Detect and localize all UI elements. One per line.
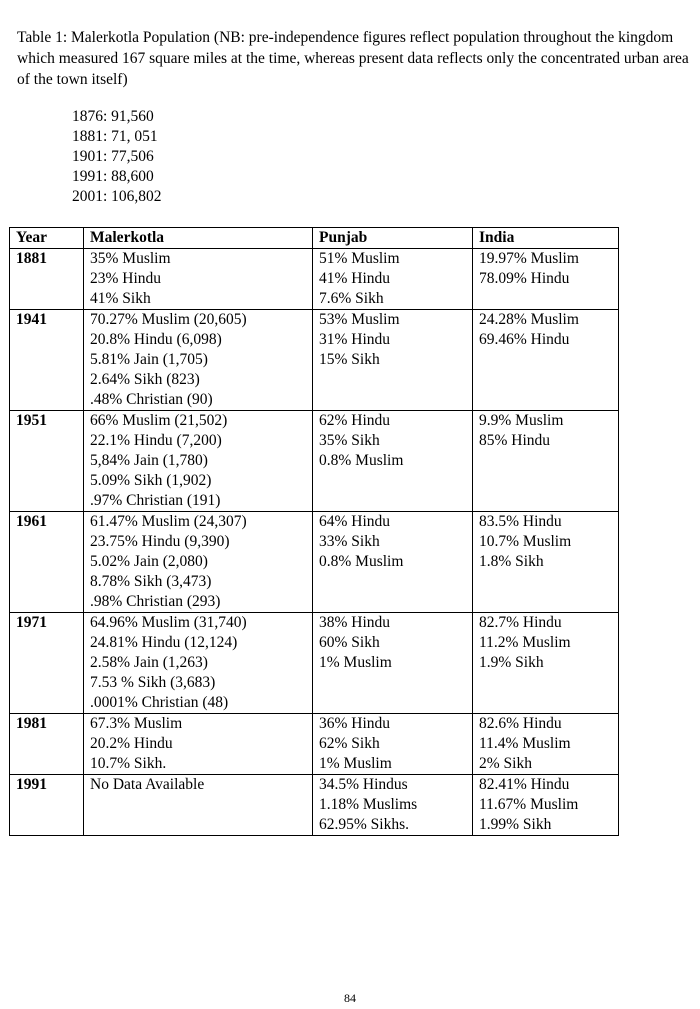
cell-line: .97% Christian (191) [90,492,221,509]
cell-line: 11.67% Muslim [479,796,579,813]
header-malerkotla: Malerkotla [84,228,313,249]
table-row [10,613,619,714]
cell-line: 83.5% Hindu [479,513,562,530]
cell-line: 1% Muslim [319,755,392,772]
cell-year: 1961 [10,512,84,613]
cell-line: 35% Sikh [319,432,380,449]
cell-india [473,613,619,714]
cell-line: 5.81% Jain (1,705) [90,351,208,368]
cell-line: 41% Sikh [90,290,151,307]
cell-line: 85% Hindu [479,432,551,449]
cell-line: 82.41% Hindu [479,776,570,793]
cell-line: 23% Hindu [90,270,162,287]
cell-line: 64% Hindu [319,513,391,530]
cell-line: 78.09% Hindu [479,270,570,287]
cell-line: 61.47% Muslim (24,307) [90,513,247,530]
page-number: 84 [344,991,356,1005]
table-body [10,249,619,836]
cell-line: 24.81% Hindu (12,124) [90,634,238,651]
header-year: Year [10,228,84,249]
cell-line: 60% Sikh [319,634,380,651]
cell-line: 66% Muslim (21,502) [90,412,228,429]
population-list-item: 1876: 91,560 [72,108,154,125]
cell-india [473,310,619,411]
table-row [10,512,619,613]
cell-line: 7.53 % Sikh (3,683) [90,674,216,691]
cell-line: 34.5% Hindus [319,776,408,793]
cell-year: 1881 [10,249,84,310]
cell-india [473,714,619,775]
cell-malerkotla [84,512,313,613]
cell-line: .48% Christian (90) [90,391,213,408]
cell-line: 62% Hindu [319,412,391,429]
table-header-row [10,228,619,249]
cell-line: 35% Muslim [90,250,171,267]
cell-punjab [313,512,473,613]
cell-punjab [313,613,473,714]
cell-malerkotla [84,714,313,775]
table-caption: Table 1: Malerkotla Population (NB: pre-independence figures reflect population throughout the kingdom which measured 167 square miles at the time, whereas present data reflects only the concentrated urban area of the town itself) [17,29,689,88]
religion-census-table [9,227,619,836]
table-row [10,310,619,411]
cell-line: 5.09% Sikh (1,902) [90,472,212,489]
cell-malerkotla [84,249,313,310]
cell-line: 19.97% Muslim [479,250,579,267]
cell-line: 2% Sikh [479,755,532,772]
cell-india [473,249,619,310]
cell-line: 51% Muslim [319,250,400,267]
cell-line: 0.8% Muslim [319,452,404,469]
header-india: India [473,228,619,249]
cell-line: 33% Sikh [319,533,380,550]
population-list-item: 1901: 77,506 [72,148,154,165]
cell-line: 2.64% Sikh (823) [90,371,200,388]
cell-line: 5.02% Jain (2,080) [90,553,208,570]
cell-line: 31% Hindu [319,331,391,348]
cell-line: 1.9% Sikh [479,654,544,671]
population-list [72,107,162,207]
cell-line: 62.95% Sikhs. [319,816,409,833]
table-row [10,714,619,775]
cell-line: 67.3% Muslim [90,715,183,732]
cell-line: 62% Sikh [319,735,380,752]
cell-line: 5,84% Jain (1,780) [90,452,208,469]
cell-line: 23.75% Hindu (9,390) [90,533,230,550]
cell-punjab [313,411,473,512]
table-row [10,775,619,836]
cell-line: 82.6% Hindu [479,715,562,732]
cell-line: 1.18% Muslims [319,796,418,813]
cell-line: 41% Hindu [319,270,391,287]
cell-line: 64.96% Muslim (31,740) [90,614,247,631]
cell-line: 38% Hindu [319,614,391,631]
cell-line: 15% Sikh [319,351,380,368]
cell-line: 10.7% Muslim [479,533,572,550]
cell-line: 0.8% Muslim [319,553,404,570]
cell-malerkotla [84,310,313,411]
cell-malerkotla [84,613,313,714]
cell-line: 9.9% Muslim [479,412,564,429]
cell-line: 82.7% Hindu [479,614,562,631]
table-row [10,249,619,310]
cell-line: 22.1% Hindu (7,200) [90,432,222,449]
cell-malerkotla [84,775,313,836]
cell-line: 8.78% Sikh (3,473) [90,573,212,590]
cell-line: 70.27% Muslim (20,605) [90,311,247,328]
header-punjab: Punjab [313,228,473,249]
cell-line: 20.2% Hindu [90,735,173,752]
cell-malerkotla [84,411,313,512]
cell-punjab [313,249,473,310]
cell-line: 1.8% Sikh [479,553,544,570]
cell-punjab [313,714,473,775]
population-list-item: 1991: 88,600 [72,168,154,185]
cell-line: 11.4% Muslim [479,735,571,752]
cell-line: 69.46% Hindu [479,331,570,348]
cell-line: 7.6% Sikh [319,290,384,307]
table-row [10,411,619,512]
cell-line: .98% Christian (293) [90,593,221,610]
cell-line: 2.58% Jain (1,263) [90,654,208,671]
cell-line: .0001% Christian (48) [90,694,229,711]
cell-line: 36% Hindu [319,715,391,732]
population-list-item: 1881: 71, 051 [72,128,158,145]
cell-line: 1% Muslim [319,654,392,671]
cell-india [473,411,619,512]
cell-india [473,512,619,613]
cell-punjab [313,775,473,836]
cell-punjab [313,310,473,411]
population-list-item: 2001: 106,802 [72,188,162,205]
cell-line: 11.2% Muslim [479,634,571,651]
cell-line: 53% Muslim [319,311,400,328]
cell-year: 1941 [10,310,84,411]
cell-line: No Data Available [90,776,205,793]
cell-year: 1951 [10,411,84,512]
cell-year: 1981 [10,714,84,775]
cell-india [473,775,619,836]
cell-year: 1971 [10,613,84,714]
cell-line: 20.8% Hindu (6,098) [90,331,222,348]
cell-line: 10.7% Sikh. [90,755,167,772]
cell-line: 24.28% Muslim [479,311,579,328]
cell-line: 1.99% Sikh [479,816,552,833]
cell-year: 1991 [10,775,84,836]
